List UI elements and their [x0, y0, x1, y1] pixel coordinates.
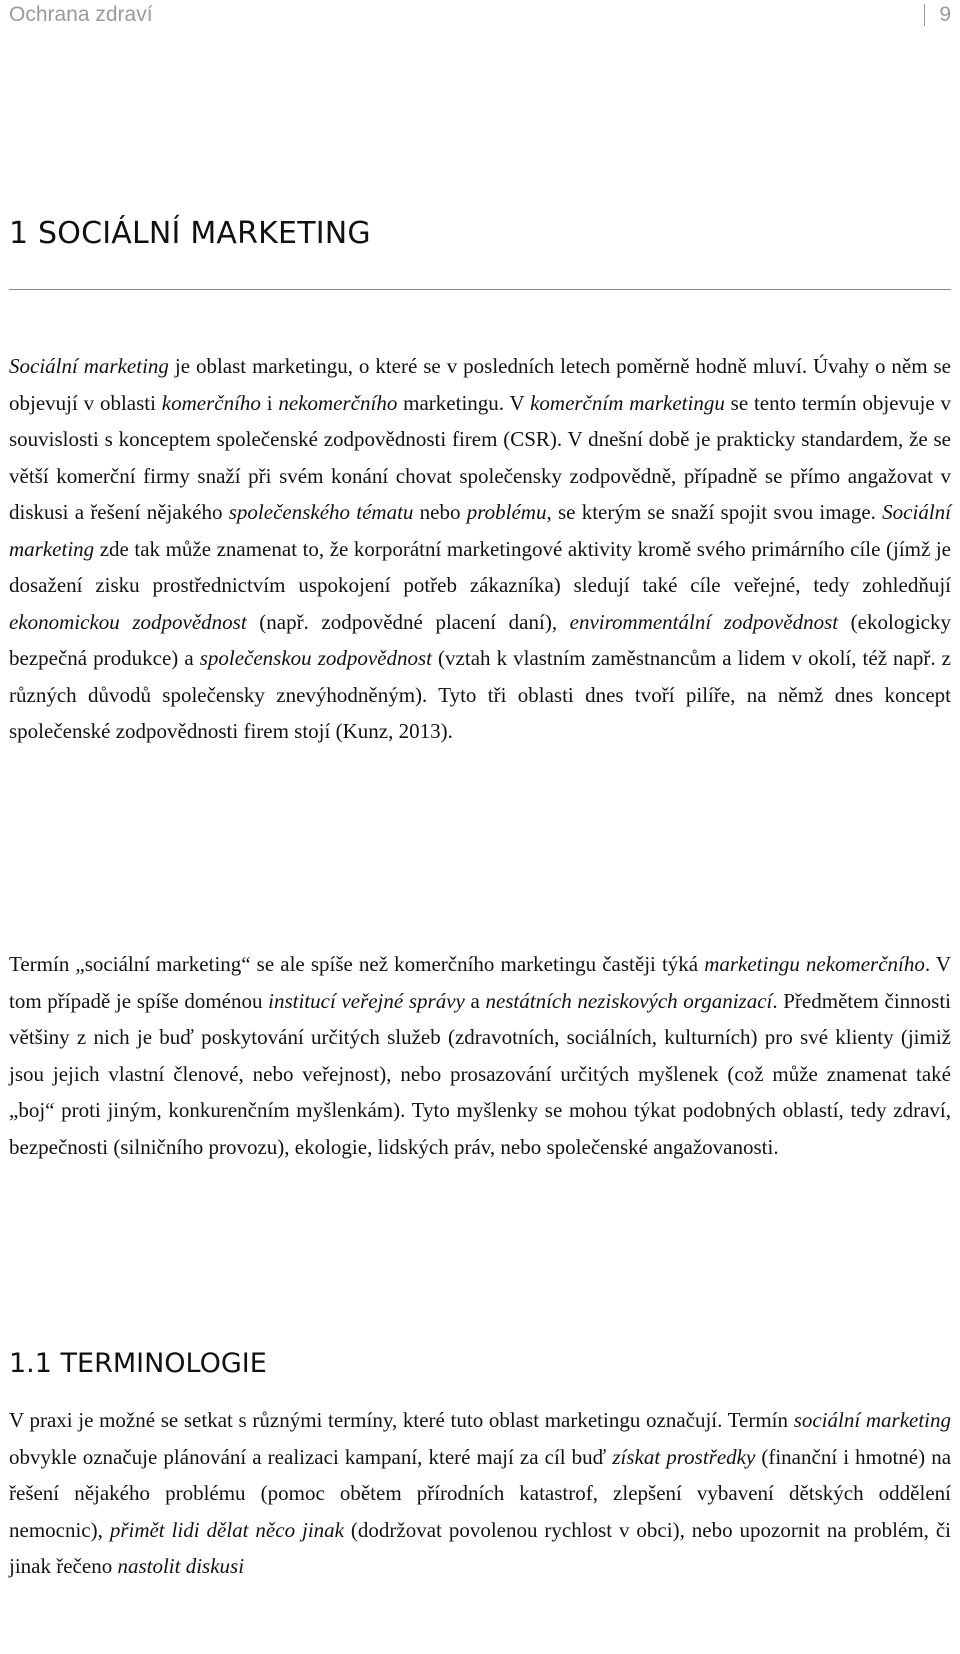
body-text: (finanční i hmotné) na řešení nějakého problému (pomoc obětem přírodních katastrof, zlepšení vybavení dětských oddělení nemocnic), — [9, 1444, 952, 1542]
emphasis-text: marketingu nekomerčního — [704, 952, 925, 976]
emphasis-text: nekomerčního — [278, 390, 398, 415]
body-text: (ekologicky bezpečná produkce) a — [9, 609, 951, 670]
body-text: (např. zodpovědné placení daní), — [246, 609, 570, 634]
emphasis-text: Sociální marketing — [9, 354, 169, 378]
paragraph-nonprofit — [9, 946, 951, 1165]
emphasis-text: nastolit diskusi — [117, 1554, 245, 1578]
body-text: . Předmětem činnosti většiny z nich je buď poskytování určitých služeb (zdravotních, sociálních, kulturních) pro své klienty (jimiž jsou jejich vlastní členové, nebo veřejnost), nebo prosazování určitých myšlenek (což může znamenat také „boj“ proti jiným, konkurenčním myšlenkám). Tyto myšlenky se mohou týkat podobných oblastí, tedy zdraví, bezpečnosti (silničního provozu), ekologie, lidských práv, nebo společenské angažovanosti. — [9, 988, 952, 1159]
emphasis-text: společenskou zodpovědnost — [199, 646, 433, 670]
page-number-block — [924, 3, 951, 27]
body-text: a — [464, 988, 486, 1013]
emphasis-text: problému — [466, 500, 547, 524]
page-number: 9 — [939, 3, 951, 26]
body-text: . V tom případě je spíše doménou — [9, 952, 951, 1013]
emphasis-text: přimět lidi dělat něco jinak — [109, 1517, 344, 1542]
body-text: zde tak může znamenat to, že korporátní marketingové aktivity kromě svého primárního cíle (jímž je dosažení zisku prostřednictvím uspokojení potřeb zákazníka) sledují také cíle veřejné, tedy zohledňují — [9, 536, 951, 597]
emphasis-text: institucí veřejné správy — [268, 988, 465, 1013]
emphasis-text: ekonomickou zodpovědnost — [9, 609, 247, 634]
emphasis-text: získat prostředky — [612, 1444, 756, 1469]
section-heading: 1.1 TERMINOLOGIE — [9, 1348, 267, 1379]
body-text: je oblast marketingu, o které se v posledních letech poměrně hodně mluví. Úvahy o něm se objevují v oblasti — [9, 354, 951, 415]
body-text: Termín „sociální marketing“ se ale spíše než komerčního marketingu častěji týká — [9, 952, 705, 976]
body-text: nebo — [413, 500, 467, 524]
emphasis-text: komerčním marketingu — [530, 390, 725, 415]
body-text: , se kterým se snaží spojit svou image. — [546, 500, 883, 524]
emphasis-text: společenského tématu — [228, 500, 414, 524]
emphasis-text: nestátních neziskových organizací — [485, 988, 773, 1013]
emphasis-text: sociální marketing — [793, 1408, 951, 1432]
chapter-heading: 1 SOCIÁLNÍ MARKETING — [9, 216, 371, 251]
emphasis-text: Sociální marketing — [9, 500, 951, 561]
header-separator — [924, 4, 925, 26]
running-title: Ochrana zdraví — [9, 3, 153, 26]
running-header — [9, 0, 951, 30]
heading-rule — [9, 289, 951, 290]
emphasis-text: komerčního — [161, 390, 261, 415]
body-text: (dodržovat povolenou rychlost v obci), nebo upozornit na problém, či jinak řečeno — [9, 1517, 952, 1578]
emphasis-text: envirommentální zodpovědnost — [569, 609, 839, 634]
paragraph-terminology — [9, 1402, 951, 1585]
body-text: i — [260, 390, 279, 415]
body-text: V praxi je možné se setkat s různými termíny, které tuto oblast marketingu označují. Termín — [9, 1408, 794, 1432]
body-text: se tento termín objevuje v souvislosti s konceptem společenské zodpovědnosti firem (CSR). V dnešní době je prakticky standardem, že se větší komerční firmy snaží při svém konání chovat společensky zodpovědně, případně se přímo angažovat v diskusi a řešení nějakého — [9, 390, 952, 524]
body-text: (vztah k vlastním zaměstnancům a lidem v okolí, též např. z různých důvodů společensky znevýhodněným). Tyto tři oblasti dnes tvoří pilíře, na němž dnes koncept společenské zodpovědnosti firem stojí (Kunz, 2013). — [9, 646, 951, 743]
body-text: marketingu. V — [397, 390, 531, 415]
body-text: obvykle označuje plánování a realizaci kampaní, které mají za cíl buď — [9, 1444, 613, 1469]
paragraph-intro — [9, 348, 951, 750]
